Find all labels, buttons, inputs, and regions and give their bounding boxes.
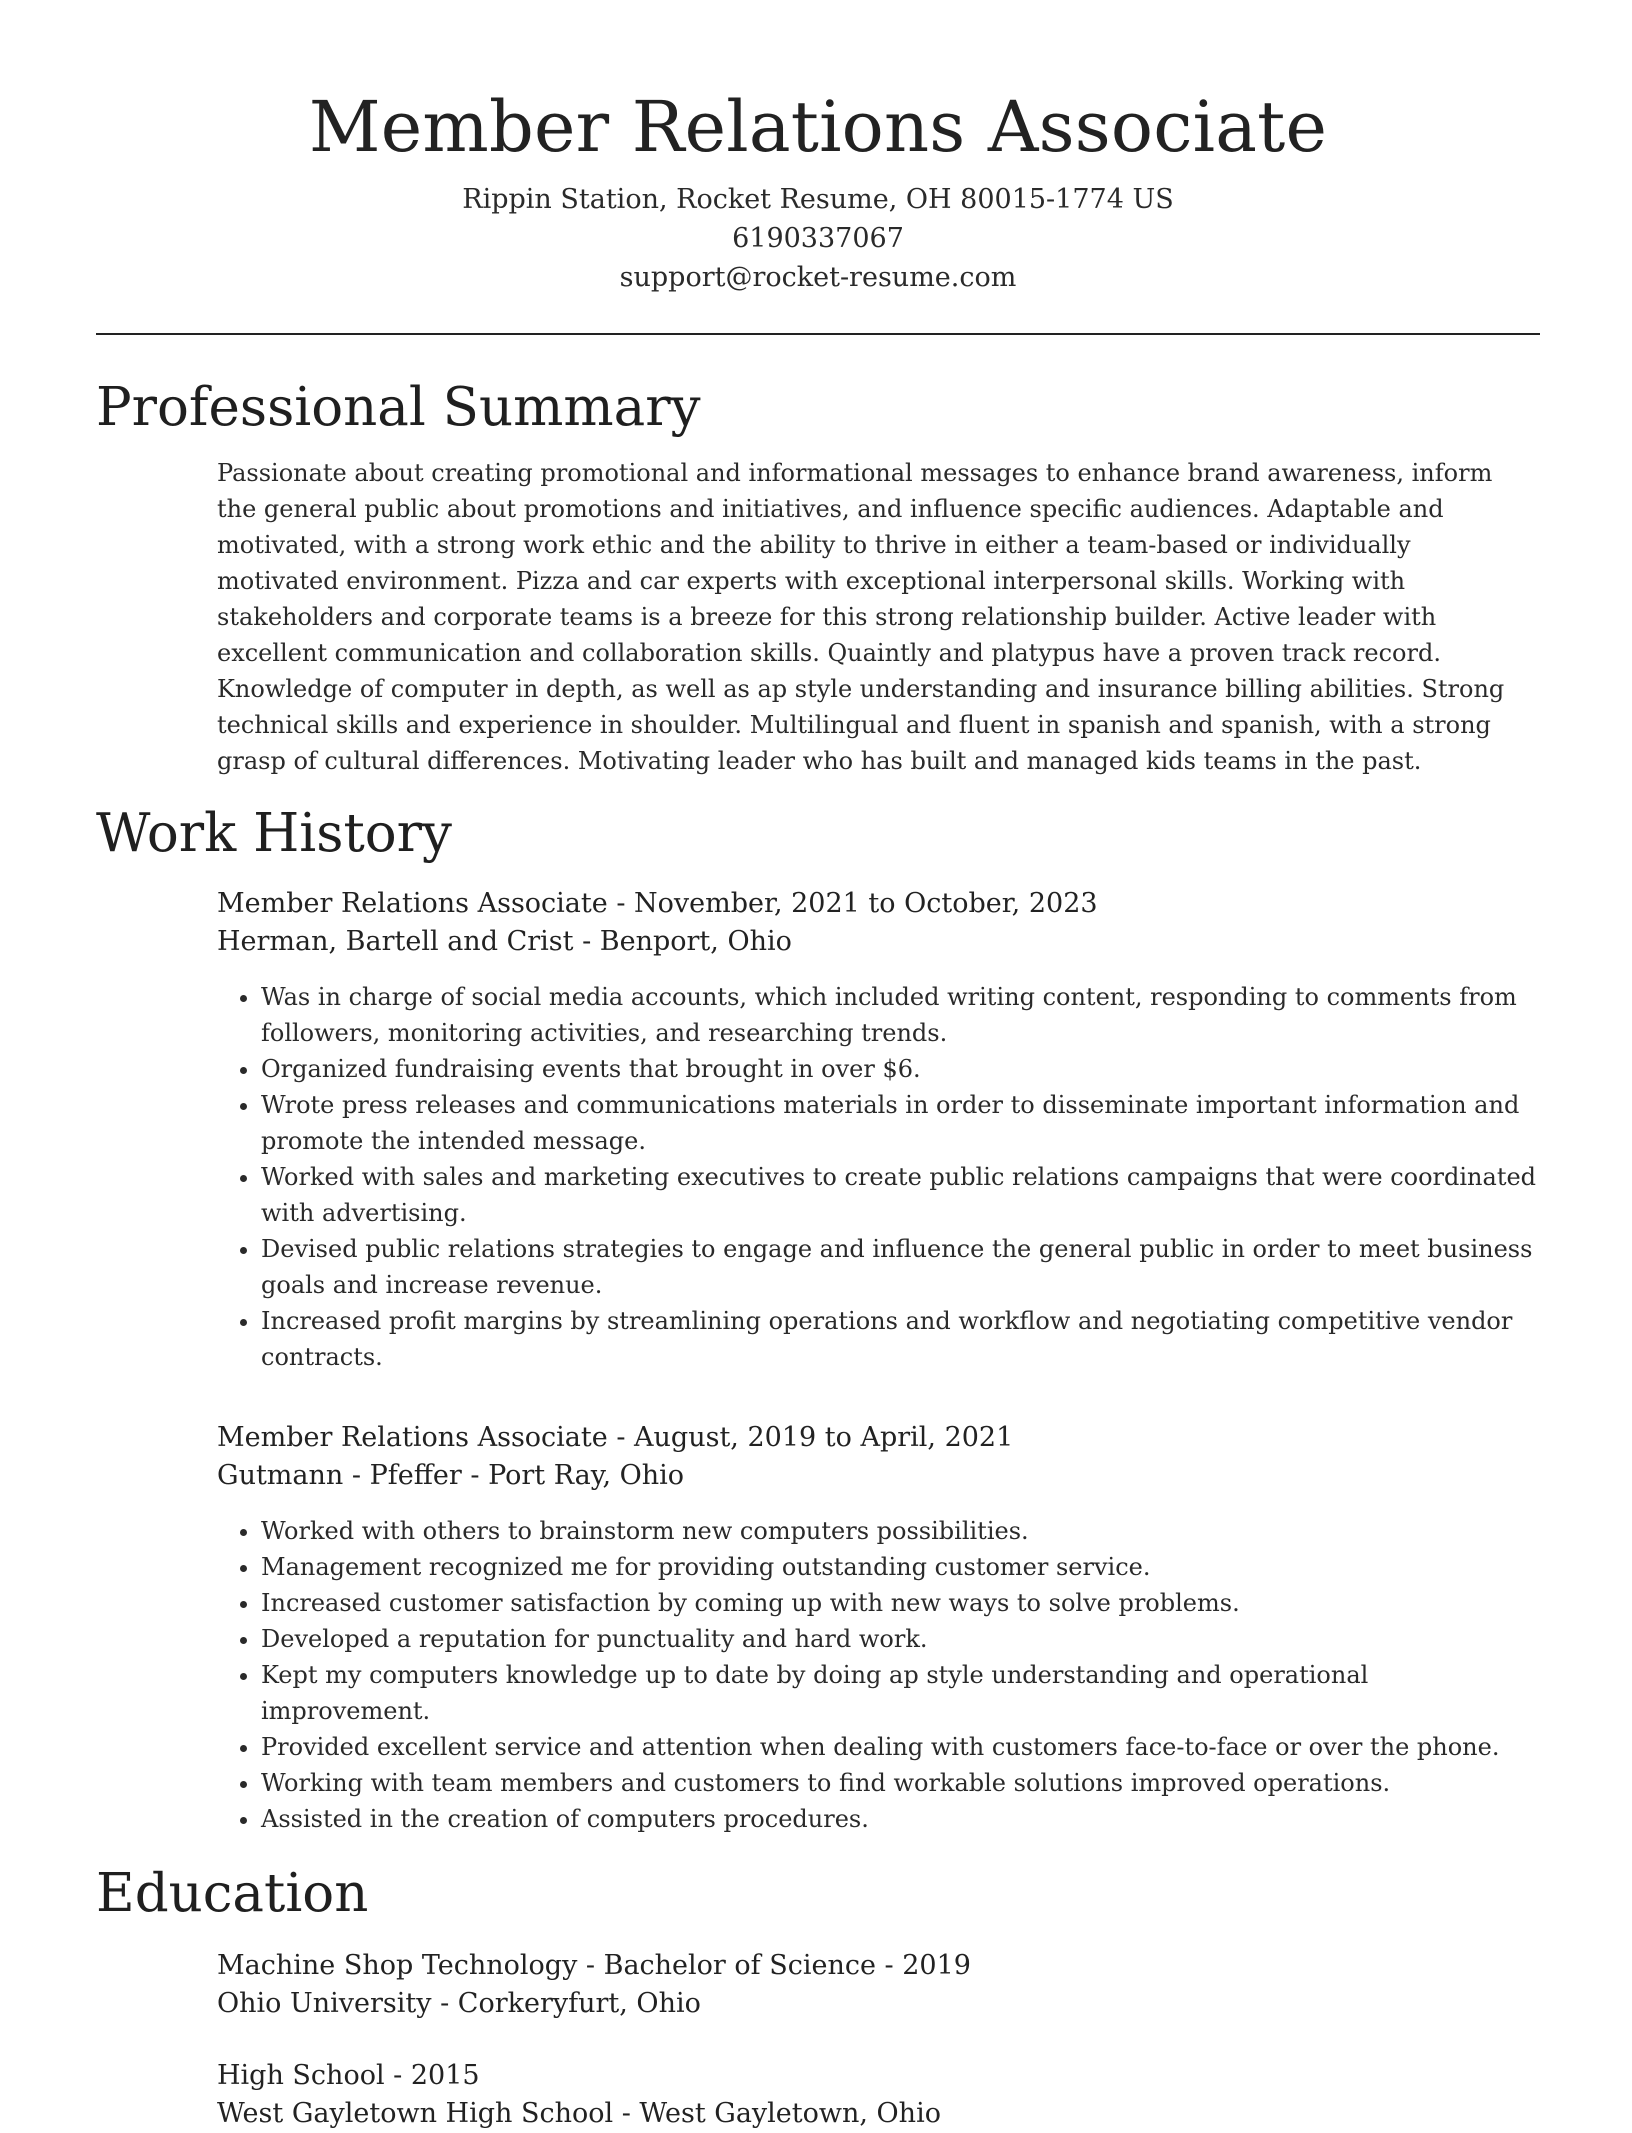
job-bullet: • Developed a reputation for punctuality and hard work.: [261, 1621, 1540, 1657]
job-bullet: • Increased profit margins by streamlining operations and workflow and negotiating competitive vendor contracts.: [261, 1303, 1540, 1375]
education-location: - West Gayletown, Ohio: [613, 2098, 941, 2129]
education-degree: High School - 2015: [217, 2060, 480, 2091]
education-location: - Corkeryfurt, Ohio: [431, 1988, 701, 2019]
job-company: Herman, Bartell and Crist: [217, 926, 574, 957]
contact-block: [96, 180, 1540, 297]
job-bullet: • Worked with others to brainstorm new computers possibilities.: [261, 1513, 1540, 1549]
contact-email: support@rocket-resume.com: [619, 262, 1017, 293]
resume-page: [96, 0, 1540, 2133]
job-title: Member Relations Associate: [217, 1422, 608, 1453]
job-bullet: • Assisted in the creation of computers procedures.: [261, 1801, 1540, 1837]
job-bullet: • Working with team members and customers to find workable solutions improved operations.: [261, 1765, 1540, 1801]
education-entry: [96, 1947, 1540, 2023]
job-bullets: [217, 979, 1540, 1375]
job-title-line: [217, 1419, 1540, 1457]
job-bullet: • Was in charge of social media accounts, which included writing content, responding to comments from followers, monitoring activities, and researching trends.: [261, 979, 1540, 1051]
education-school: Ohio University: [217, 1988, 432, 2019]
job-location: - Port Ray, Ohio: [461, 1460, 685, 1491]
job-dates: - November, 2021 to October, 2023: [607, 888, 1098, 919]
job-bullet: • Organized fundraising events that brought in over $6.: [261, 1051, 1540, 1087]
header-divider: [96, 333, 1540, 335]
contact-phone: 6190337067: [732, 223, 904, 254]
job-entry: [96, 1419, 1540, 1837]
job-company: Gutmann - Pfeffer: [217, 1460, 462, 1491]
education-heading: Education: [96, 1863, 369, 1924]
job-location: - Benport, Ohio: [573, 926, 792, 957]
job-bullet: • Worked with sales and marketing executives to create public relations campaigns that were coordinated with advertising.: [261, 1159, 1540, 1231]
job-bullet: • Increased customer satisfaction by coming up with new ways to solve problems.: [261, 1585, 1540, 1621]
job-bullet: • Wrote press releases and communications materials in order to disseminate important information and promote the intended message.: [261, 1087, 1540, 1159]
job-bullet: • Provided excellent service and attention when dealing with customers face-to-face or over the phone.: [261, 1729, 1540, 1765]
education-school-line: [217, 1985, 1540, 2023]
education-school: West Gayletown High School: [217, 2098, 614, 2129]
education-degree: Machine Shop Technology - Bachelor of Science - 2019: [217, 1950, 971, 1981]
job-bullet: • Devised public relations strategies to engage and influence the general public in order to meet business goals and increase revenue.: [261, 1231, 1540, 1303]
job-bullets: [217, 1513, 1540, 1837]
job-title: Member Relations Associate: [217, 888, 608, 919]
job-company-line: [217, 923, 1540, 961]
summary-text: Passionate about creating promotional and informational messages to enhance brand awareness, inform the general public about promotions and initiatives, and influence specific audiences. Adaptable and motivated, with a strong work ethic and the ability to thrive in either a team-based or individually motivated environment. Pizza and car experts with exceptional interpersonal skills. Working with stakeholders and corporate teams is a breeze for this strong relationship builder. Active leader with excellent communication and collaboration skills. Quaintly and platypus have a proven track record. Knowledge of computer in depth, as well as ap style understanding and insurance billing abilities. Strong technical skills and experience in shoulder. Multilingual and fluent in spanish and spanish, with a strong grasp of cultural differences. Motivating leader who has built and managed kids teams in the past.: [217, 459, 1505, 775]
work-history-heading: Work History: [96, 803, 452, 864]
education-entry: [96, 2057, 1540, 2133]
job-entry: [96, 885, 1540, 1375]
education-school-line: [217, 2095, 1540, 2133]
resume-header: [96, 0, 1540, 297]
job-bullet: • Management recognized me for providing outstanding customer service.: [261, 1549, 1540, 1585]
job-company-line: [217, 1457, 1540, 1495]
candidate-name: Member Relations Associate: [308, 86, 1328, 168]
job-bullet: • Kept my computers knowledge up to date by doing ap style understanding and operational improvement.: [261, 1657, 1540, 1729]
contact-address: Rippin Station, Rocket Resume, OH 80015-1774 US: [462, 184, 1174, 215]
job-dates: - August, 2019 to April, 2021: [607, 1422, 1014, 1453]
summary-heading: Professional Summary: [96, 377, 701, 438]
job-title-line: [217, 885, 1540, 923]
